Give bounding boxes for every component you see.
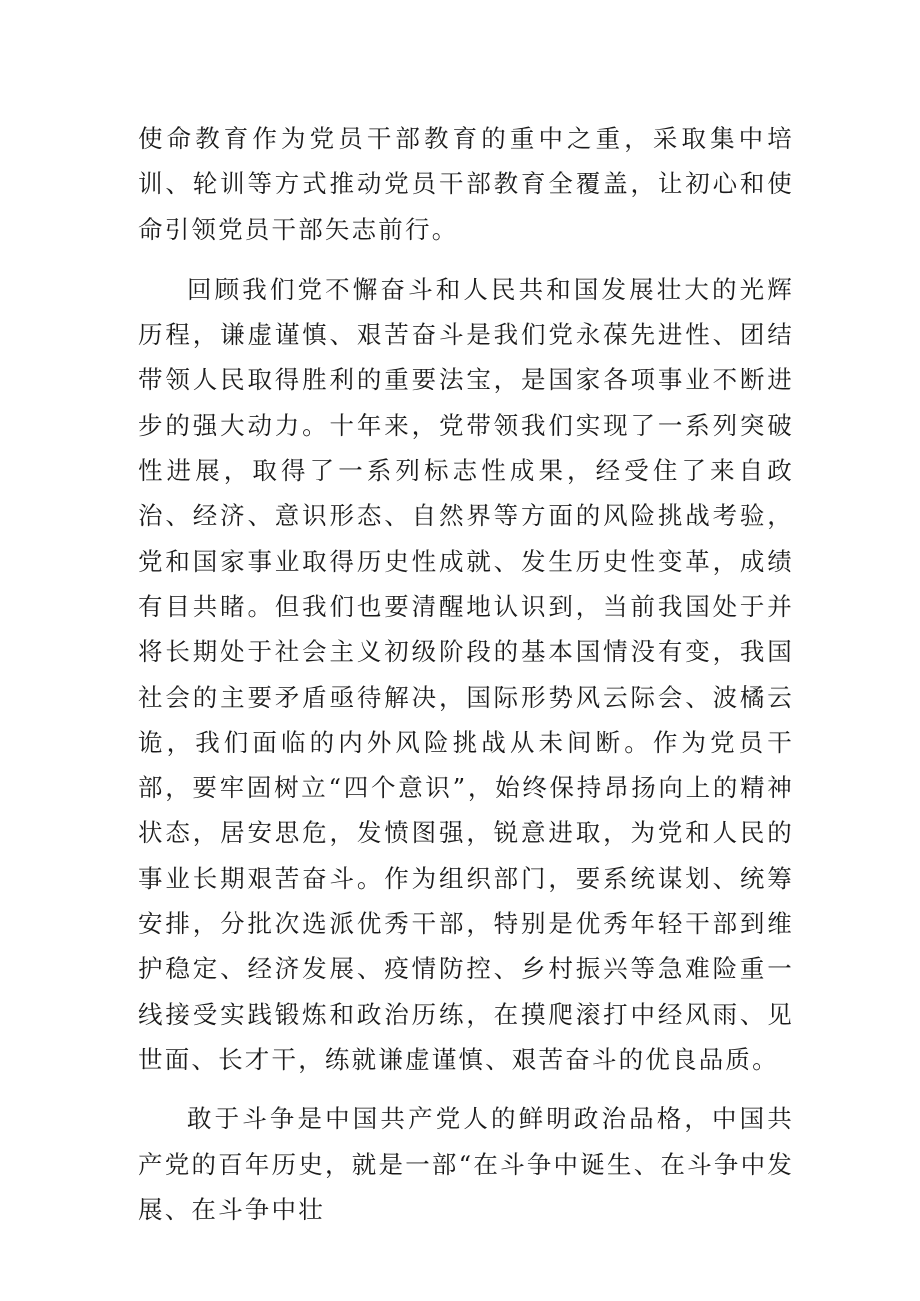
body-text <box>138 116 794 1232</box>
paragraph-1: 使命教育作为党员干部教育的重中之重，采取集中培训、轮训等方式推动党员干部教育全覆盖，让初心和使命引领党员干部矢志前行。 <box>138 124 794 244</box>
paragraph-3: 敢于斗争是中国共产党人的鲜明政治品格，中国共产党的百年历史，就是一部“在斗争中诞生、在斗争中发展、在斗争中壮 <box>138 1104 794 1224</box>
paragraph-2: 回顾我们党不懈奋斗和人民共和国发展壮大的光辉历程，谦虚谨慎、艰苦奋斗是我们党永葆先进性、团结带领人民取得胜利的重要法宝，是国家各项事业不断进步的强大动力。十年来，党带领我们实现了一系列突破性进展，取得了一系列标志性成果，经受住了来自政治、经济、意识形态、自然界等方面的风险挑战考验，党和国家事业取得历史性成就、发生历史性变革，成绩有目共睹。但我们也要清醒地认识到，当前我国处于并将长期处于社会主义初级阶段的基本国情没有变，我国社会的主要矛盾亟待解决，国际形势风云际会、波橘云诡，我们面临的内外风险挑战从未间断。作为党员干部，要牢固树立“四个意识”，始终保持昂扬向上的精神状态，居安思危，发愤图强，锐意进取，为党和人民的事业长期艰苦奋斗。作为组织部门，要系统谋划、统筹安排，分批次选派优秀干部，特别是优秀年轻干部到维护稳定、经济发展、疫情防控、乡村振兴等急难险重一线接受实践锻炼和政治历练，在摸爬滚打中经风雨、见世面、长才干，练就谦虚谨慎、艰苦奋斗的优良品质。 <box>138 274 794 1074</box>
